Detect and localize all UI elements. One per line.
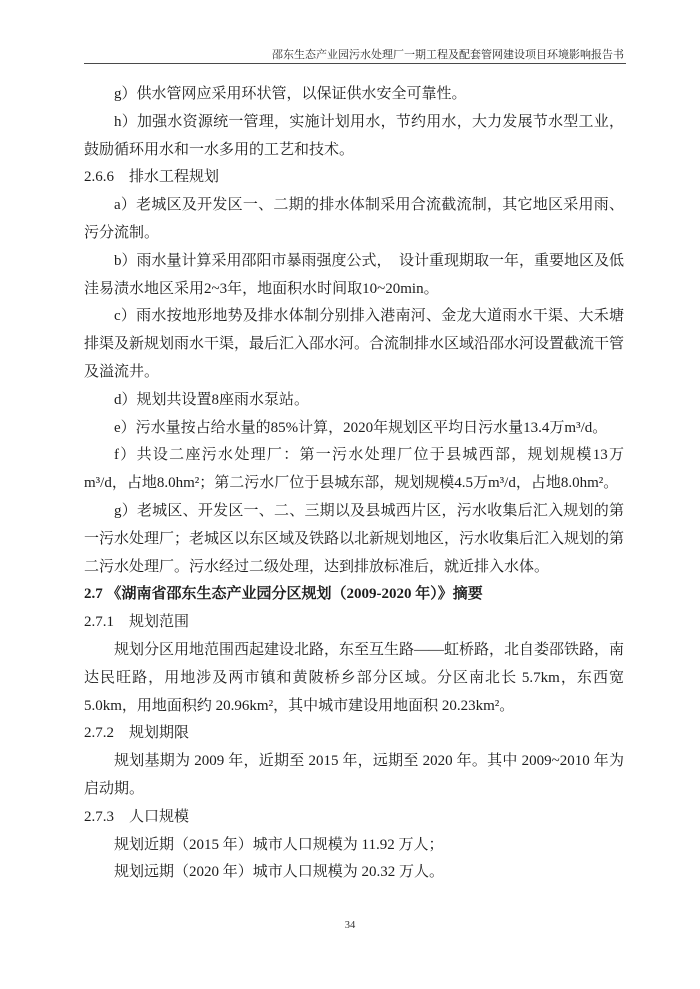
paragraph-item-f-treatment-plants: f）共设二座污水处理厂：第一污水处理厂位于县城西部，规划规模13万m³/d，占地8.0hm²；第二污水厂位于县城东部，规划规模4.5万m³/d，占地8.0hm²。	[84, 447, 624, 492]
section-heading-2-7-1-planning-scope: 2.7.1 规划范围	[84, 614, 190, 631]
paragraph-item-g-water-supply: g）供水管网应采用环状管，以保证供水安全可靠性。	[114, 86, 467, 102]
section-heading-2-7-plan-summary: 2.7 《湖南省邵东生态产业园分区规划（2009-2020 年）》摘要	[84, 586, 483, 603]
section-heading-2-6-6-drainage-planning: 2.6.6 排水工程规划	[84, 169, 220, 186]
paragraph-planning-scope: 规划分区用地范围西起建设北路，东至互生路——虹桥路，北自娄邵铁路，南达民旺路，用地涉及两市镇和黄陂桥乡部分区域。分区南北长 5.7km，东西宽 5.0km，用地面积约 20.96km²，其中城市建设用地面积 20.23km²。	[84, 641, 625, 714]
paragraph-item-e-sewage-volume: e）污水量按占给水量的85%计算，2020年规划区平均日污水量13.4万m³/d。	[114, 419, 608, 436]
running-header-title: 邵东生态产业园污水处理厂一期工程及配套管网建设项目环境影响报告书	[272, 49, 624, 61]
page-header	[84, 46, 624, 62]
paragraph-population-near-term: 规划近期（2015 年）城市人口规模为 11.92 万人；	[114, 836, 444, 853]
paragraph-item-h-water-management: h）加强水资源统一管理，实施计划用水，节约用水，大力发展节水型工业，鼓励循环用水和一水多用的工艺和技术。	[84, 113, 624, 158]
paragraph-item-d-pump-stations: d）规划共设置8座雨水泵站。	[114, 391, 310, 408]
section-heading-2-7-2-planning-period: 2.7.2 规划期限	[84, 725, 190, 742]
paragraph-item-g-sewage-collection: g）老城区、开发区一、二、三期以及县城西片区，污水收集后汇入规划的第一污水处理厂；老城区以东区域及铁路以北新规划地区，污水收集后汇入规划的第二污水处理厂。污水经过二级处理，达到排放标准后，就近排入水体。	[84, 502, 625, 575]
page-footer	[0, 920, 700, 931]
document-body	[84, 81, 624, 887]
paragraph-item-c-rainwater-discharge: c）雨水按地形地势及排水体制分别排入港南河、金龙大道雨水干渠、大禾塘排渠及新规划雨水干渠，最后汇入邵水河。合流制排水区域沿邵水河设置截流干管及溢流井。	[84, 308, 625, 380]
paragraph-planning-period: 规划基期为 2009 年，近期至 2015 年，远期至 2020 年。其中 2009~2010 年为启动期。	[84, 753, 624, 797]
header-divider	[84, 63, 626, 64]
paragraph-item-a-drainage-system: a）老城区及开发区一、二期的排水体制采用合流截流制，其它地区采用雨、污分流制。	[84, 197, 624, 241]
page-number: 34	[344, 920, 356, 931]
paragraph-item-b-rainwater-formula: b）雨水量计算采用邵阳市暴雨强度公式， 设计重现期取一年，重要地区及低洼易渍水地区采用2~3年，地面积水时间取10~20min。	[84, 252, 625, 297]
paragraph-population-long-term: 规划远期（2020 年）城市人口规模为 20.32 万人。	[114, 864, 445, 881]
section-heading-2-7-3-population-scale: 2.7.3 人口规模	[84, 808, 190, 825]
